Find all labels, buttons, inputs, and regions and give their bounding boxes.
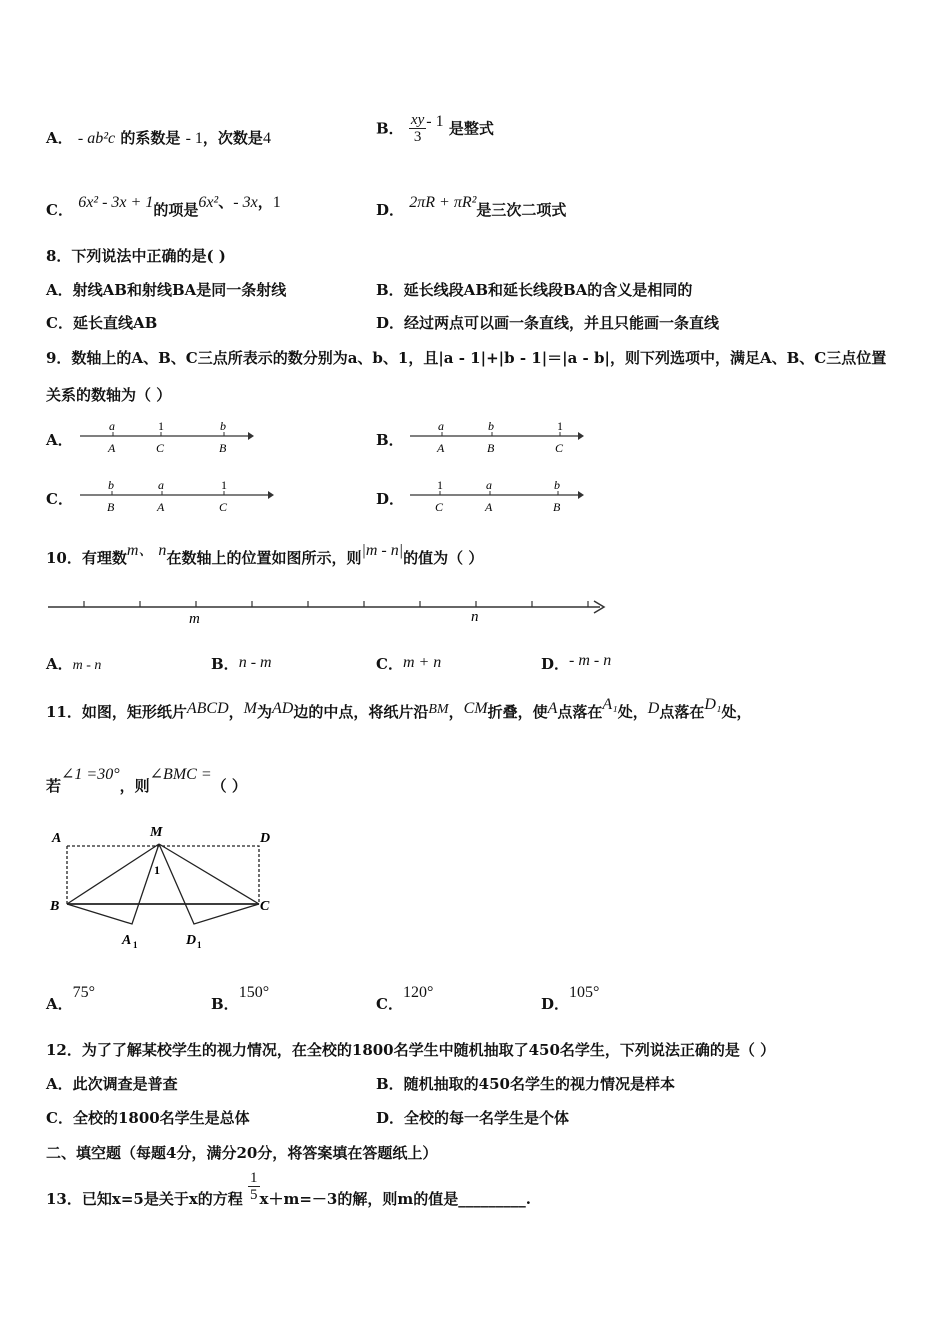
q8-stem: 8．下列说法中正确的是( ) [46,247,226,265]
q9-b-bot-1: A [437,441,445,455]
q9-a-bot-2: C [156,441,165,455]
q12-option-a: A．此次调查是普查 [46,1075,178,1093]
q9-d-top-1: 1 [437,478,443,492]
q10-option-b: B．n - m [211,654,272,673]
q9-d-number-line [406,477,586,517]
q9-stem-line1: 9．数轴上的A、B、C三点所表示的数分别为a、b、1，且|a - 1|+|b - 1|＝|a - b|，则下列选项中，满足A、B、C三点位置 [46,349,887,367]
q9-b-label: B． [376,431,404,449]
q9-c-bot-2: A [157,500,165,514]
q9-c-top-2: a [158,478,164,492]
q11-fig-A: A [52,831,62,846]
q7-option-c: C． 6x² - 3x + 1的项是6x²、- 3x，1 [46,193,281,219]
q8-option-b: B．延长线段AB和延长线段BA的含义是相同的 [376,281,693,299]
q9-d-bot-3: B [553,500,561,514]
q11-fig-A1: A [122,933,132,948]
q11-option-c: C．120° [376,984,434,1013]
q10-axis-m: m [189,611,200,627]
q9-c-number-line [76,477,276,517]
q9-c-bot-3: C [219,500,228,514]
q10-option-a: A．m - n [46,655,102,673]
q7-a-expr: - ab²c [77,130,116,147]
q11-figure [46,820,286,956]
q10-axis-n: n [471,609,479,625]
q7-b-fraction: $\frac{xy}{3}$ [410,112,425,145]
q12-option-b: B．随机抽取的450名学生的视力情况是样本 [376,1075,675,1093]
q11-fig-D: D [260,831,271,846]
q10-stem: 10．有理数m、 n在数轴上的位置如图所示，则|m - n|的值为（ ） [46,542,484,567]
q11-fig-D1-sub: 1 [197,940,202,950]
q7-option-a: A． - ab²c 的系数是 - 1，次数是4 [46,129,271,147]
q9-a-bot-1: A [108,441,116,455]
q11-fig-B: B [50,899,60,914]
q7-option-d: D． 2πR + πR²是三次二项式 [376,194,567,219]
q8-option-a: A．射线AB和射线BA是同一条射线 [46,281,287,299]
q10-option-d: D．- m - n [541,652,612,673]
q11-stem-line1: 11．如图，矩形纸片ABCD，M为AD边的中点，将纸片沿BM，CM折叠，使A点落在A₁处，D点落在D₁处， [46,696,752,721]
q12-stem: 12．为了了解某校学生的视力情况，在全校的1800名学生中随机抽取了450名学生，下列说法正确的是（ ） [46,1041,776,1059]
q8-option-d: D．经过两点可以画一条直线，并且只能画一条直线 [376,314,720,332]
q11-fig-C: C [260,899,270,914]
q9-b-top-2: b [488,419,494,433]
q10-option-c: C．m + n [376,654,442,673]
q13-stem: 13．已知x=5是关于x的方程 $\frac{1}{5}$ x＋m=－3的解，则m的值是_________. [46,1170,531,1208]
q9-c-bot-1: B [107,500,115,514]
q9-c-top-1: b [108,478,114,492]
q11-fig-A1-sub: 1 [133,940,138,950]
q9-stem-line2: 关系的数轴为（ ） [46,386,172,404]
q9-d-top-3: b [554,478,560,492]
q9-d-top-2: a [486,478,492,492]
q11-option-d: D．105° [541,984,600,1013]
q9-d-bot-2: A [485,500,493,514]
q8-option-c: C．延长直线AB [46,314,158,332]
q9-b-bot-3: C [555,441,564,455]
q11-fig-D1: D [186,933,197,948]
q9-a-bot-3: B [219,441,227,455]
q10-number-line [44,592,614,628]
section-fill-in-blank-title: 二、填空题（每题4分，满分20分，将答案填在答题纸上） [46,1144,438,1162]
q12-option-d: D．全校的每一名学生是个体 [376,1109,570,1127]
q9-c-top-3: 1 [221,478,227,492]
q13-fraction: $\frac{1}{5}$ [250,1170,258,1203]
q12-option-c: C．全校的1800名学生是总体 [46,1109,250,1127]
q9-b-bot-2: B [487,441,495,455]
q9-a-top-2: 1 [158,419,164,433]
q9-d-label: D． [376,490,405,508]
q9-b-top-1: a [438,419,444,433]
q7-option-b: B． $\frac{xy}{3}$ - 1 是整式 [376,112,494,145]
q11-stem-line2: 若∠1 =30°，则∠BMC =（ ） [46,766,247,795]
q9-c-label: C． [46,490,73,508]
q9-a-top-3: b [220,419,226,433]
q11-option-a: A．75° [46,984,96,1013]
q11-fig-one: 1 [154,863,160,877]
q9-b-top-3: 1 [557,419,563,433]
q9-a-number-line [76,418,256,458]
q9-d-bot-1: C [435,500,444,514]
q9-a-label: A． [46,431,73,449]
q9-b-number-line [406,418,586,458]
q9-a-top-1: a [109,419,115,433]
q11-fig-M: M [150,825,163,840]
q11-option-b: B．150° [211,984,270,1013]
